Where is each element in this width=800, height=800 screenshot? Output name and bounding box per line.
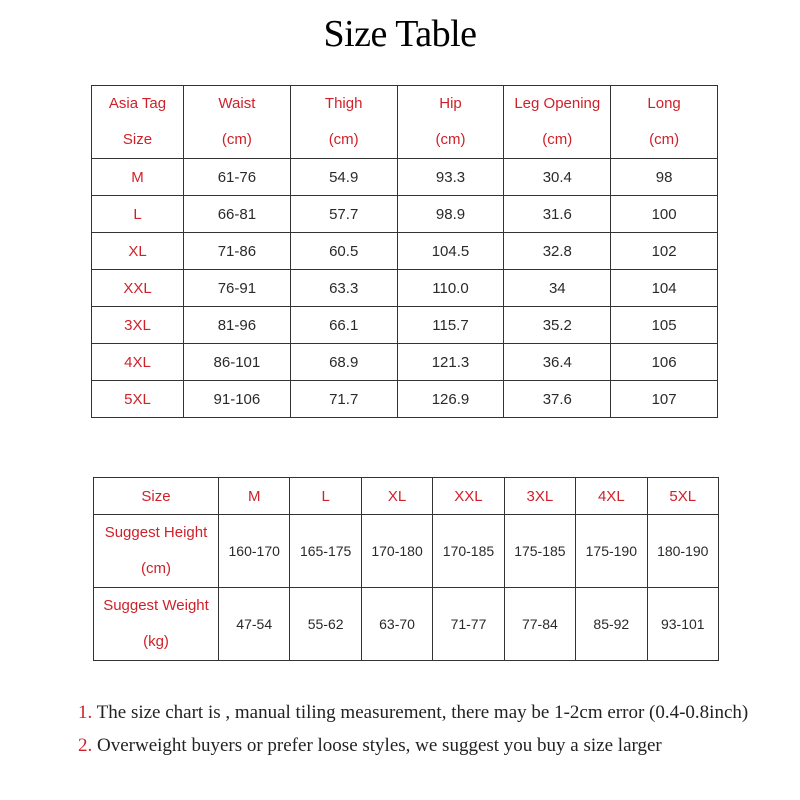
table-header-row [92,86,718,159]
table-cell: 63.3 [290,270,397,307]
page-title: Size Table [323,13,477,55]
column-header [184,86,291,159]
table-cell: 98 [611,159,718,196]
table-cell: 110.0 [397,270,504,307]
suggest-height-row [94,515,719,588]
column-header-unit: (cm) [221,131,252,148]
size-label-cell: 4XL [92,344,184,381]
size-label-cell: XXL [92,270,184,307]
table-cell: 77-84 [504,588,575,661]
row-label-unit: (kg) [143,633,169,650]
size-column-header: XL [361,478,432,515]
column-header-label: Asia Tag [108,95,167,112]
table-cell: 93.3 [397,159,504,196]
table-row [92,159,718,196]
size-notes [78,696,778,762]
table-cell: 170-180 [361,515,432,588]
table-cell: 104.5 [397,233,504,270]
table-cell: 55-62 [290,588,361,661]
size-header-row [94,478,719,515]
table-cell: 175-185 [504,515,575,588]
table-row [92,344,718,381]
table-cell: 76-91 [184,270,291,307]
size-label-cell: M [92,159,184,196]
suggest-weight-row [94,588,719,661]
table-cell: 160-170 [219,515,290,588]
table-row [92,233,718,270]
column-header-unit: (cm) [328,131,359,148]
table-cell: 71-77 [433,588,504,661]
column-header-unit: (cm) [542,131,573,148]
column-header [504,86,611,159]
table-cell: 63-70 [361,588,432,661]
size-column-header: 3XL [504,478,575,515]
table-cell: 175-190 [576,515,647,588]
size-label-cell: 5XL [92,381,184,418]
table-cell: 57.7 [290,196,397,233]
table-cell: 61-76 [184,159,291,196]
column-header-label: Waist [218,95,256,112]
size-label-cell: XL [92,233,184,270]
suggest-weight-row-label [94,588,219,661]
table-cell: 54.9 [290,159,397,196]
note-1-number: 1. [78,702,93,723]
note-1 [78,696,778,729]
table-cell: 91-106 [184,381,291,418]
table-cell: 121.3 [397,344,504,381]
table-cell: 30.4 [504,159,611,196]
table-cell: 93-101 [647,588,718,661]
table-cell: 86-101 [184,344,291,381]
table-cell: 102 [611,233,718,270]
column-header [92,86,184,159]
table-cell: 180-190 [647,515,718,588]
row-label-unit: (cm) [141,560,171,577]
column-header [290,86,397,159]
size-header-label: Size [94,478,219,515]
suggest-height-row-label [94,515,219,588]
table-cell: 35.2 [504,307,611,344]
size-column-header: 4XL [576,478,647,515]
column-header-label: Hip [439,95,462,112]
table-cell: 100 [611,196,718,233]
size-label-cell: 3XL [92,307,184,344]
column-header [611,86,718,159]
table-cell: 106 [611,344,718,381]
table-cell: 85-92 [576,588,647,661]
table-cell: 47-54 [219,588,290,661]
table-cell: 31.6 [504,196,611,233]
row-label-text: Suggest Height [104,524,208,541]
column-header-unit: Size [122,131,153,148]
table-cell: 34 [504,270,611,307]
table-cell: 66.1 [290,307,397,344]
table-row [92,196,718,233]
table-cell: 98.9 [397,196,504,233]
column-header-label: Long [647,95,681,112]
note-2 [78,729,778,762]
note-1-text: The size chart is , manual tiling measurement, there may be 1-2cm error (0.4-0.8inch) [92,702,749,723]
table-cell: 60.5 [290,233,397,270]
size-column-header: 5XL [647,478,718,515]
size-measurement-table [91,85,718,418]
note-2-text: Overweight buyers or prefer loose styles, we suggest you buy a size larger [92,735,662,756]
table-cell: 71.7 [290,381,397,418]
table-cell: 115.7 [397,307,504,344]
table-cell: 66-81 [184,196,291,233]
table-row [92,307,718,344]
table-cell: 170-185 [433,515,504,588]
table-cell: 32.8 [504,233,611,270]
table-cell: 68.9 [290,344,397,381]
table-cell: 37.6 [504,381,611,418]
table-cell: 71-86 [184,233,291,270]
size-column-header: L [290,478,361,515]
column-header-label: Thigh [324,95,363,112]
table-row [92,270,718,307]
size-column-header: M [219,478,290,515]
table-cell: 36.4 [504,344,611,381]
column-header-unit: (cm) [649,131,680,148]
column-header-unit: (cm) [435,131,466,148]
table-cell: 105 [611,307,718,344]
size-label-cell: L [92,196,184,233]
column-header [397,86,504,159]
size-column-header: XXL [433,478,504,515]
table-cell: 126.9 [397,381,504,418]
table-cell: 104 [611,270,718,307]
table-cell: 165-175 [290,515,361,588]
column-header-label: Leg Opening [514,95,601,112]
row-label-text: Suggest Weight [103,597,209,614]
note-2-number: 2. [78,735,93,756]
table-cell: 81-96 [184,307,291,344]
table-cell: 107 [611,381,718,418]
size-recommendation-table [93,477,719,661]
table-row [92,381,718,418]
